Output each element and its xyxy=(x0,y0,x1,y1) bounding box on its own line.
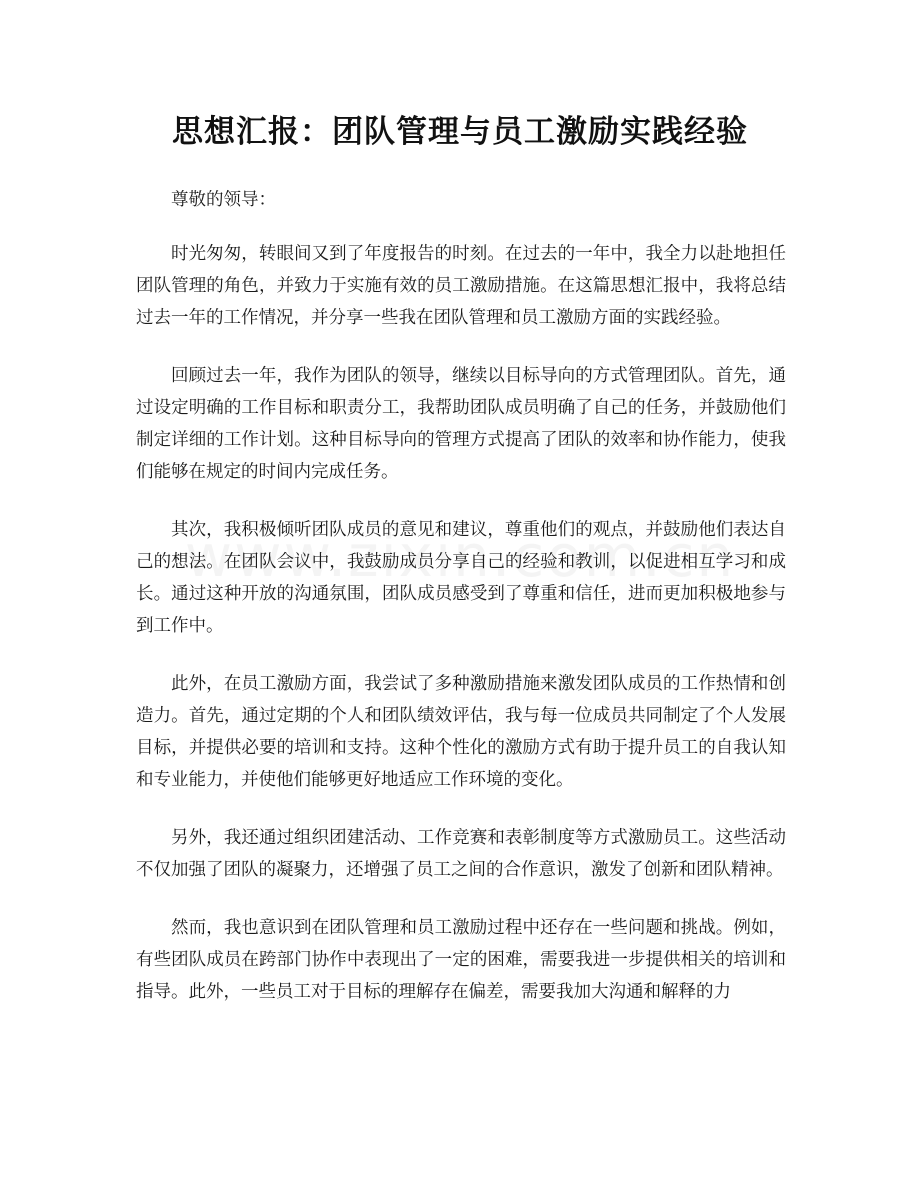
paragraph-1: 时光匆匆，转眼间又到了年度报告的时刻。在过去的一年中，我全力以赴地担任团队管理的角色，并致力于实施有效的员工激励措施。在这篇思想汇报中，我将总结过去一年的工作情况，并分享一些我在团队管理和员工激励方面的实践经验。 xyxy=(136,244,786,328)
document-title: 思想汇报：团队管理与员工激励实践经验 xyxy=(172,114,748,150)
paragraph-6: 然而，我也意识到在团队管理和员工激励过程中还存在一些问题和挑战。例如，有些团队成员在跨部门协作中表现出了一定的困难，需要我进一步提供相关的培训和指导。此外，一些员工对于目标的理解存在偏差，需要我加大沟通和解释的力 xyxy=(136,918,786,1002)
document-body xyxy=(136,184,786,1034)
paragraph-2: 回顾过去一年，我作为团队的领导，继续以目标导向的方式管理团队。首先，通过设定明确的工作目标和职责分工，我帮助团队成员明确了自己的任务，并鼓励他们制定详细的工作计划。这种目标导向的管理方式提高了团队的效率和协作能力，使我们能够在规定的时间内完成任务。 xyxy=(136,366,786,482)
paragraph-4: 此外，在员工激励方面，我尝试了多种激励措施来激发团队成员的工作热情和创造力。首先，通过定期的个人和团队绩效评估，我与每一位成员共同制定了个人发展目标，并提供必要的培训和支持。这种个性化的激励方式有助于提升员工的自我认知和专业能力，并使他们能够更好地适应工作环境的变化。 xyxy=(136,674,786,790)
paragraph-3: 其次，我积极倾听团队成员的意见和建议，尊重他们的观点，并鼓励他们表达自己的想法。在团队会议中，我鼓励成员分享自己的经验和教训，以促进相互学习和成长。通过这种开放的沟通氛围，团队成员感受到了尊重和信任，进而更加积极地参与到工作中。 xyxy=(136,520,786,636)
salutation: 尊敬的领导： xyxy=(171,190,276,210)
paragraph-5: 另外，我还通过组织团建活动、工作竞赛和表彰制度等方式激励员工。这些活动不仅加强了团队的凝聚力，还增强了员工之间的合作意识，激发了创新和团队精神。 xyxy=(136,828,786,880)
